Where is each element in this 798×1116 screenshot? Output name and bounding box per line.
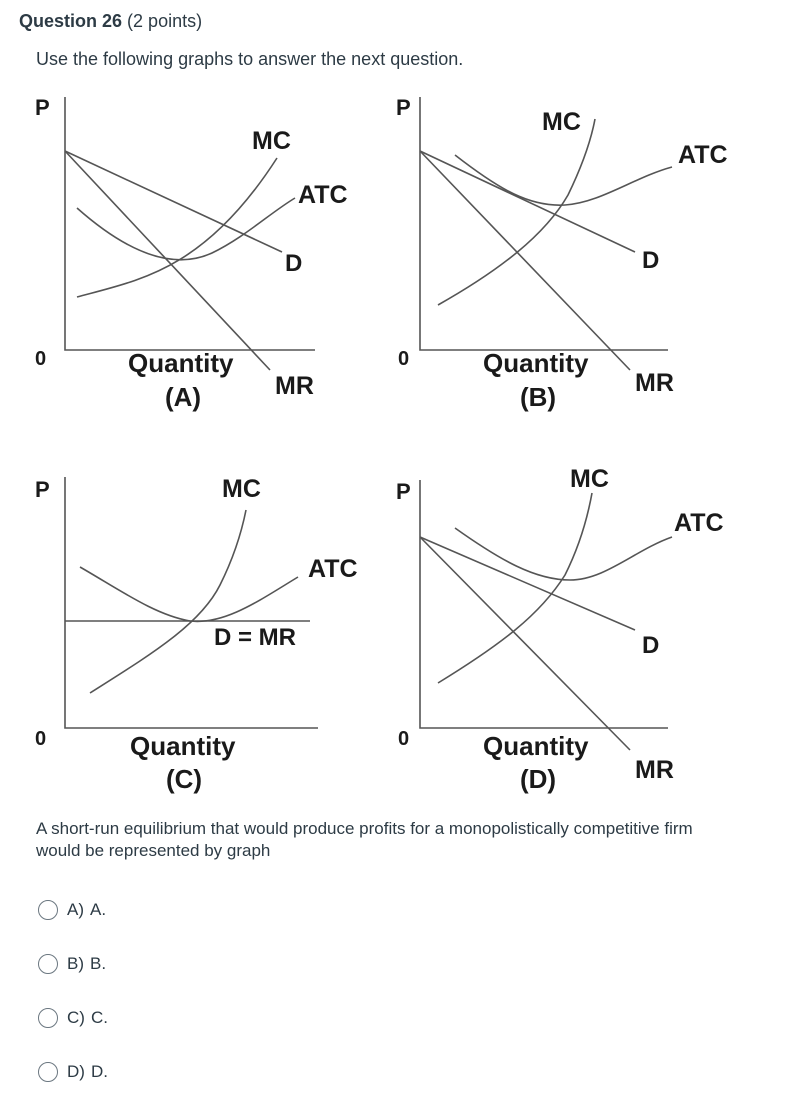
graphs-svg — [0, 85, 798, 805]
question-number: Question 26 — [19, 11, 123, 31]
graph-a-mr-label: MR — [275, 372, 314, 400]
graph-a-d-curve — [65, 151, 282, 252]
graph-b-p-label: P — [396, 95, 411, 120]
graph-d — [396, 465, 724, 794]
graph-a-quantity-label: Quantity — [128, 348, 234, 378]
radio-circle-icon[interactable] — [38, 900, 58, 920]
option-letter: C) — [67, 1008, 85, 1027]
graph-a-d-label: D — [285, 250, 303, 277]
question-points: (2 points) — [127, 11, 203, 31]
graph-a-mc-curve — [77, 158, 277, 297]
graph-c-dmr-label: D = MR — [214, 624, 297, 651]
option-c[interactable] — [38, 1006, 108, 1030]
option-text: D. — [90, 1062, 108, 1081]
radio-circle-icon[interactable] — [38, 1062, 58, 1082]
graph-a-mc-label: MC — [252, 127, 291, 155]
graph-c-mc-curve — [90, 510, 246, 693]
graph-c-zero-label: 0 — [35, 728, 47, 750]
graph-c-atc-curve — [80, 567, 298, 621]
option-letter: A) — [67, 900, 84, 919]
option-text: A. — [90, 900, 107, 919]
graph-b-atc-curve — [455, 155, 672, 205]
graph-c-mc-label: MC — [222, 475, 261, 503]
option-text: C. — [90, 1008, 108, 1027]
option-d[interactable] — [38, 1060, 108, 1084]
graph-b-d-curve — [420, 151, 635, 252]
graph-b-d-label: D — [642, 247, 660, 274]
graph-d-atc-curve — [455, 528, 672, 580]
graph-d-axes — [420, 480, 668, 728]
option-text: B. — [90, 954, 107, 973]
graph-c-quantity-label: Quantity — [130, 731, 236, 761]
graph-c-p-label: P — [35, 477, 50, 502]
graph-a-zero-label: 0 — [35, 348, 47, 370]
graphs-figure — [0, 85, 798, 805]
graph-d-mr-label: MR — [635, 756, 674, 784]
graph-b-zero-label: 0 — [398, 348, 410, 370]
option-a[interactable] — [38, 898, 108, 922]
question-prompt: A short-run equilibrium that would produce profits for a monopolistically competitive firm would be represented by graph — [36, 819, 693, 860]
question-header — [19, 11, 202, 32]
graph-d-p-label: P — [396, 479, 411, 504]
graph-d-d-label: D — [642, 632, 660, 659]
graph-d-mr-curve — [420, 537, 630, 750]
graph-c — [35, 475, 358, 794]
graph-b-name-label: (B) — [520, 382, 557, 412]
graph-d-mc-label: MC — [570, 465, 609, 493]
radio-circle-icon[interactable] — [38, 1008, 58, 1028]
graph-d-name-label: (D) — [520, 764, 557, 794]
graph-b-mc-label: MC — [542, 108, 581, 136]
graph-d-quantity-label: Quantity — [483, 731, 589, 761]
graph-a-name-label: (A) — [165, 382, 202, 412]
graph-d-atc-label: ATC — [674, 509, 724, 537]
graph-b-mr-curve — [420, 151, 630, 370]
option-b[interactable] — [38, 952, 108, 976]
graph-c-axes — [65, 477, 318, 728]
question-intro: Use the following graphs to answer the next question. — [36, 49, 464, 69]
graph-b-atc-label: ATC — [678, 141, 728, 169]
option-letter: D) — [67, 1062, 85, 1081]
graph-c-name-label: (C) — [166, 764, 203, 794]
graph-c-atc-label: ATC — [308, 555, 358, 583]
graph-a-atc-label: ATC — [298, 181, 348, 209]
graph-a-mr-curve — [65, 151, 270, 370]
graph-b-mc-curve — [438, 119, 595, 305]
option-letter: B) — [67, 954, 84, 973]
graph-d-zero-label: 0 — [398, 728, 410, 750]
radio-circle-icon[interactable] — [38, 954, 58, 974]
graph-b-quantity-label: Quantity — [483, 348, 589, 378]
answer-options — [38, 898, 108, 1114]
graph-b-mr-label: MR — [635, 369, 674, 397]
graph-a-p-label: P — [35, 95, 50, 120]
graph-d-mc-curve — [438, 493, 592, 683]
graph-b — [396, 95, 728, 412]
graph-a — [35, 95, 348, 412]
graph-d-d-curve — [420, 537, 635, 630]
